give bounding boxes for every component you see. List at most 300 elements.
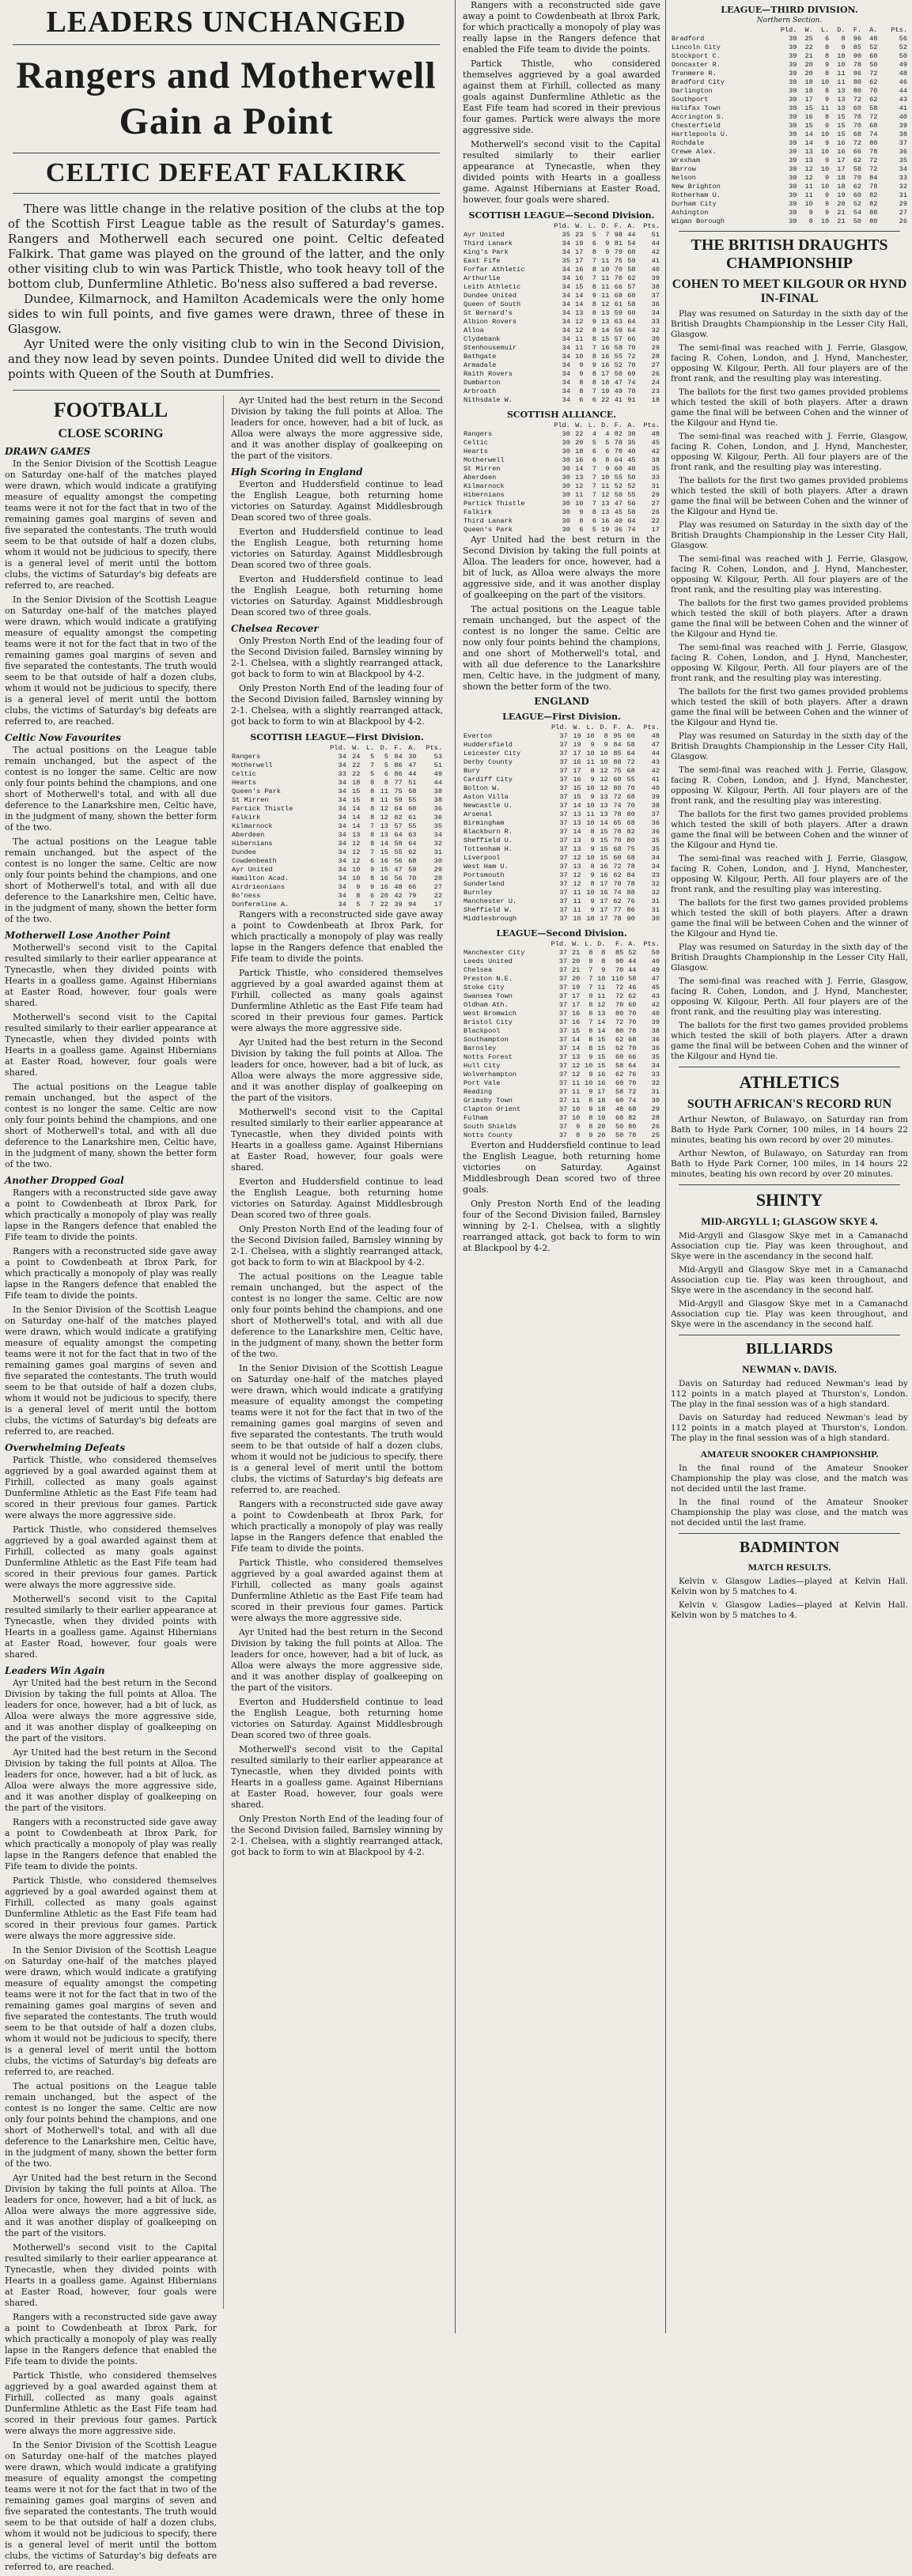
table-cell: 60 [408, 805, 417, 813]
team-name: Queen of South [464, 300, 521, 308]
table-cell: 10 [820, 78, 830, 86]
table-row [463, 1071, 660, 1079]
table-cell: 10 [804, 200, 813, 208]
table-cell: 21 [837, 217, 846, 225]
team-name: Arbroath [464, 387, 497, 395]
table-cell: 74 [613, 802, 622, 810]
table-cell: 70 [614, 274, 623, 282]
column-header: D. [600, 723, 608, 731]
table-cell: 75 [614, 257, 623, 265]
table-row [463, 1001, 660, 1010]
table-cell: 9 [592, 318, 596, 326]
table-cell: 9 [825, 191, 830, 199]
team-name: Bolton W. [464, 784, 501, 792]
table-cell: 8 [808, 217, 813, 225]
article-paragraph: Partick Thistle, who considered themselves aggrieved by a goal awarded against them at Firhill, collected as many goals against Dunfermline Athletic as the East Fife team had scored in their previous four games. Partick were always the more aggressive side. [5, 1875, 217, 1941]
article-paragraph: Ayr United had the best return in the Second Division by taking the full points at Alloa. The leaders for once, however, had a bit of luck, as Alloa were always the more aggressive side, and it was another display of goalkeeping on the part of the visitors. [5, 2173, 217, 2238]
table-cell: 8 [592, 266, 596, 274]
table-cell: 37 [558, 966, 568, 974]
column-header: Pld. [330, 744, 346, 752]
table-cell: 5 [605, 439, 610, 447]
article-paragraph: Ayr United had the best return in the Second Division by taking the full points at Alloa. The leaders for once, however, had a bit of luck, as Alloa were always the more aggressive side, and it was another display of goalkeeping on the part of the visitors. [5, 1678, 217, 1743]
table-cell: 5 [370, 753, 375, 761]
table-cell: 6 [592, 240, 596, 247]
table-cell: 13 [575, 474, 584, 482]
table-cell: 37 [558, 949, 568, 957]
headline-main: LEADERS UNCHANGED [46, 6, 407, 39]
table-cell: 13 [575, 309, 584, 317]
table-cell: 42 [394, 892, 403, 900]
table-cell: 16 [600, 871, 608, 879]
table-cell: 34 [338, 892, 346, 900]
table-row [231, 857, 443, 866]
table-cell: 70 [628, 1079, 637, 1087]
table-row [671, 70, 908, 78]
article-paragraph: In the final round of the Amateur Snooker Championship the play was close, and the match was not decided until the last frame. [671, 1464, 908, 1494]
table-cell: 19 [601, 526, 610, 534]
athletics-subtitle: SOUTH AFRICAN'S RECORD RUN [687, 1097, 892, 1111]
table-cell: 37 [559, 837, 568, 844]
table-cell: 39 [789, 70, 797, 77]
table-cell: 46 [899, 78, 907, 86]
headline-sub: Rangers and Motherwell Gain a Point [16, 55, 437, 142]
table-cell: 8 [601, 949, 606, 957]
table-cell: 14 [597, 1018, 606, 1026]
table-cell: 16 [600, 863, 608, 871]
table-row [463, 500, 660, 508]
badminton-subtitle: MATCH RESULTS. [747, 1562, 831, 1573]
table-cell: 50 [899, 52, 907, 60]
column-header: A. [627, 421, 636, 429]
column-header [671, 26, 768, 35]
table-row [231, 831, 443, 840]
table-cell: 19 [597, 1114, 606, 1122]
team-name: East Fife [464, 257, 501, 265]
team-name: Manchester U. [464, 897, 517, 905]
table-cell: 5 [384, 753, 388, 761]
table-cell: 78 [614, 439, 623, 447]
table-cell: 26 [651, 1123, 660, 1131]
table-cell: 60 [627, 292, 636, 300]
table-cell: 60 [627, 248, 636, 256]
table-cell: 55 [626, 776, 635, 784]
table-cell: 58 [853, 165, 862, 173]
table-cell: 39 [789, 217, 797, 225]
table-cell: 37 [558, 975, 568, 983]
team-name: Nithsdale W. [464, 396, 513, 404]
article-paragraph: Play was resumed on Saturday in the sixth day of the British Draughts Championship in the Lesser City Hall, Glasgow. [671, 731, 908, 761]
table-cell: 68 [853, 130, 862, 138]
table-cell: 35 [651, 845, 660, 853]
table-cell: 39 [789, 165, 797, 173]
table-cell: 13 [600, 810, 608, 818]
table-cell: 37 [558, 984, 568, 991]
table-cell: 7 [605, 231, 610, 239]
table-cell: 36 [651, 819, 660, 827]
table-cell: 34 [651, 854, 660, 862]
table-cell: 60 [614, 465, 623, 473]
team-name: Crewe Alex. [672, 148, 717, 156]
table-title: LEAGUE—THIRD DIVISION. [721, 5, 858, 15]
column-header: L. [586, 723, 595, 731]
team-name: Clapton Orient [464, 1105, 521, 1113]
table-cell: 62 [613, 871, 622, 879]
table-cell: 7 [370, 761, 375, 769]
table-cell: 40 [651, 266, 660, 274]
table-cell: 41 [899, 104, 907, 112]
table-cell: 37 [559, 863, 568, 871]
table-cell: 20 [571, 958, 581, 965]
table-cell: 70 [628, 1044, 637, 1052]
table-cell: 8 [370, 796, 375, 804]
table-cell: 35 [562, 231, 570, 239]
table-cell: 17 [837, 157, 846, 164]
table-cell: 63 [408, 831, 417, 839]
table-cell: 70 [613, 880, 622, 888]
table-cell: 31 [651, 906, 660, 914]
table-cell: 49 [433, 770, 442, 778]
table-cell: 10 [820, 148, 830, 156]
team-name: Wolverhampton [464, 1071, 517, 1078]
table-cell: 33 [651, 871, 660, 879]
column-header: A. [628, 940, 637, 948]
table-cell: 11 [573, 906, 581, 914]
table-cell: 8 [370, 874, 375, 882]
table-cell: 34 [562, 248, 570, 256]
table-cell: 33 [338, 770, 346, 778]
table-cell: 48 [869, 35, 878, 43]
table-row [463, 845, 660, 854]
table-cell: 72 [613, 793, 622, 801]
table-cell: 32 [651, 880, 660, 888]
column-header: F. [614, 421, 623, 429]
table-cell: 37 [558, 1114, 568, 1122]
table-cell: 30 [408, 753, 417, 761]
table-row [463, 257, 660, 266]
table-cell: 70 [869, 87, 878, 95]
table-cell: 96 [853, 70, 862, 77]
team-name: Motherwell [464, 456, 505, 464]
table-cell: 7 [592, 491, 596, 499]
column-header: D. [837, 26, 846, 34]
table-row [231, 892, 443, 901]
table-cell: 15 [575, 283, 584, 291]
team-name: Reading [464, 1088, 493, 1096]
table-cell: 7 [370, 901, 375, 908]
team-name: Dunfermline A. [232, 901, 289, 908]
column-header: L. [588, 222, 596, 230]
article-paragraph: The semi-final was reached with J. Ferrie, Glasgow, facing R. Cohen, London, and J. Hynd, Manchester, opposing W. Kilgour, Perth. All four players are of the front rank, and the resulting play was interesting. [671, 343, 908, 383]
table-cell: 37 [559, 784, 568, 792]
table-cell: 81 [614, 240, 623, 247]
table-cell: 64 [408, 840, 417, 848]
table-cell: 76 [628, 1071, 637, 1078]
table-cell: 22 [352, 770, 361, 778]
table-cell: 9 [590, 793, 595, 801]
table-row [463, 793, 660, 802]
team-name: Preston N.E. [464, 975, 513, 983]
table-cell: 20 [804, 70, 813, 77]
article-paragraph: Only Preston North End of the leading four of the Second Division failed, Barnsley winning by 2-1. Chelsea, with a slightly rearranged attack, got back to form to win at Blackpool by 4-2. [231, 683, 443, 727]
table-cell: 22 [804, 43, 813, 51]
article-paragraph: Partick Thistle, who considered themselves aggrieved by a goal awarded against them at Firhill, collected as many goals against Dunfermline Athletic as the East Fife team had scored in their previous four games. Partick were always the more aggressive side. [231, 968, 443, 1033]
table-row [231, 761, 443, 770]
table-cell: 16 [837, 139, 846, 147]
team-name: Aberdeen [464, 474, 497, 482]
table-cell: 18 [601, 379, 610, 387]
table-cell: 57 [614, 335, 623, 343]
table-cell: 7 [592, 344, 596, 352]
snooker-title: AMATEUR SNOOKER CHAMPIONSHIP. [700, 1449, 879, 1460]
table-cell: 6 [370, 857, 375, 865]
table-cell: 10 [820, 183, 830, 191]
football-title: FOOTBALL [53, 398, 168, 421]
table-cell: 50 [853, 217, 862, 225]
table-cell: 9 [579, 508, 584, 516]
table-cell: 19 [601, 387, 610, 395]
shinty-subtitle: MID-ARGYLL 1; GLASGOW SKYE 4. [701, 1215, 878, 1227]
table-cell: 10 [586, 732, 595, 740]
table-cell: 30 [562, 430, 570, 438]
table-row [671, 96, 908, 104]
table-cell: 94 [408, 901, 417, 908]
team-name: Portsmouth [464, 871, 505, 879]
table-cell: 80 [628, 1123, 637, 1131]
table-cell: 8 [588, 1114, 593, 1122]
table-cell: 30 [562, 448, 570, 455]
table-cell: 80 [613, 784, 622, 792]
table-cell: 34 [562, 283, 570, 291]
table-cell: 7 [588, 984, 593, 991]
table-row [463, 379, 660, 387]
table-cell: 26 [651, 370, 660, 378]
table-cell: 78 [613, 828, 622, 836]
table-cell: 72 [627, 353, 636, 361]
table-cell: 70 [628, 1018, 637, 1026]
table-cell: 21 [571, 949, 581, 957]
article-paragraph: Only Preston North End of the leading four of the Second Division failed, Barnsley winning by 2-1. Chelsea, with a slightly rearranged attack, got back to form to win at Blackpool by 4-2. [231, 1224, 443, 1267]
article-paragraph: Play was resumed on Saturday in the sixth day of the British Draughts Championship in the Lesser City Hall, Glasgow. [671, 942, 908, 973]
table-cell: 90 [626, 915, 635, 923]
team-name: Hull City [464, 1062, 501, 1070]
article-paragraph: Mid-Argyll and Glasgow Skye met in a Camanachd Association cup tie. Play was keen throughout, and Skye were in the ascendancy in the second half. [671, 1231, 908, 1261]
team-name: King's Park [464, 248, 509, 256]
table-cell: 39 [789, 148, 797, 156]
table-cell: 70 [626, 802, 635, 810]
table-cell: 32 [651, 889, 660, 897]
table-row [463, 283, 660, 292]
table-cell: 15 [601, 335, 610, 343]
table-row [231, 874, 443, 883]
team-name: Stockport C. [672, 52, 721, 60]
team-name: Aston Villa [464, 793, 509, 801]
table-row [463, 1088, 660, 1097]
table-cell: 41 [651, 257, 660, 265]
table-cell: 62 [869, 78, 878, 86]
table-row [231, 814, 443, 822]
table-row [463, 819, 660, 828]
table-cell: 12 [352, 848, 361, 856]
table-cell: 34 [338, 840, 346, 848]
table-cell: 72 [615, 992, 624, 1000]
table-cell: 75 [626, 845, 635, 853]
table-cell: 34 [338, 901, 346, 908]
table-row [671, 35, 908, 43]
table-cell: 34 [651, 1062, 660, 1070]
table-cell: 51 [433, 761, 442, 769]
table-cell: 10 [837, 61, 846, 69]
table-cell: 37 [558, 1001, 568, 1009]
table-cell: 8 [592, 508, 596, 516]
team-name: Bradford City [672, 78, 725, 86]
table-cell: 16 [600, 889, 608, 897]
table-cell: 62 [615, 1071, 624, 1078]
table-cell: 37 [559, 880, 568, 888]
table-cell: 39 [789, 43, 797, 51]
table-cell: 72 [615, 984, 624, 991]
table-cell: 37 [558, 1062, 568, 1070]
table-row [463, 266, 660, 274]
team-name: Blackpool [464, 1027, 501, 1035]
table-cell: 34 [338, 866, 346, 874]
table-cell: 43 [651, 992, 660, 1000]
team-name: Hamilton Acad. [232, 874, 289, 882]
table-cell: 34 [338, 822, 346, 830]
table-cell: 16 [573, 758, 581, 766]
team-name: Stenhousemuir [464, 344, 517, 352]
table-cell: 12 [575, 327, 584, 334]
table-cell: 66 [614, 283, 623, 291]
table-cell: 68 [628, 1105, 637, 1113]
table-cell: 31 [899, 191, 907, 199]
league-table [463, 222, 660, 405]
table-cell: 45 [651, 984, 660, 991]
table-cell: 9 [590, 776, 595, 784]
table-cell: 34 [562, 327, 570, 334]
subhead: High Scoring in England [231, 466, 363, 478]
table-cell: 78 [613, 810, 622, 818]
table-row [463, 1062, 660, 1071]
table-cell: 11 [820, 104, 830, 112]
table-cell: 62 [394, 814, 403, 822]
table-title: SCOTTISH ALLIANCE. [506, 410, 617, 420]
team-name: St Mirren [464, 465, 501, 473]
table-cell: 58 [869, 104, 878, 112]
table-cell: 13 [571, 1053, 581, 1061]
table-cell: 9 [579, 370, 584, 378]
table-cell: 39 [789, 96, 797, 104]
table-cell: 34 [651, 863, 660, 871]
table-cell: 23 [575, 231, 584, 239]
table-row [463, 1123, 660, 1131]
team-name: Raith Rovers [464, 370, 513, 378]
table-cell: 37 [558, 1010, 568, 1018]
team-name: Southport [672, 96, 709, 104]
table-cell: 31 [651, 1088, 660, 1096]
table-cell: 9 [825, 61, 830, 69]
table-cell: 37 [558, 1044, 568, 1052]
table-cell: 7 [592, 387, 596, 395]
table-cell: 48 [651, 732, 660, 740]
table-cell: 17 [597, 1088, 606, 1096]
table-cell: 37 [559, 750, 568, 757]
table-cell: 11 [571, 1088, 581, 1096]
article-paragraph: Davis on Saturday had reduced Newman's lead by 112 points in a match played at Thurston's, London. The play in the final session was of a high standard. [671, 1379, 908, 1409]
table-cell: 78 [627, 387, 636, 395]
team-name: Queen's Park [464, 526, 513, 534]
table-cell: 34 [338, 753, 346, 761]
table-cell: 62 [853, 157, 862, 164]
table-cell: 16 [380, 883, 388, 891]
table-cell: 40 [627, 448, 636, 455]
football-columns [5, 395, 448, 2572]
table-cell: 80 [615, 1027, 624, 1035]
table-cell: 8 [601, 958, 606, 965]
table-cell: 12 [600, 767, 608, 775]
table-cell: 37 [558, 1018, 568, 1026]
table-cell: 50 [615, 1123, 624, 1131]
table-cell: 66 [853, 148, 862, 156]
article-paragraph: Everton and Huddersfield continue to lead the English League, both returning home victories on Saturday. Against Middlesbrough Dean scored two of three goals. [231, 1177, 443, 1220]
table-cell: 8 [588, 1097, 593, 1105]
article-paragraph: Partick Thistle, who considered themselves aggrieved by a goal awarded against them at Firhill, collected as many goals against Dunfermline Athletic as the East Fife team had scored in their previous four games. Partick were always the more aggressive side. [231, 1558, 443, 1623]
table-cell: 6 [592, 456, 596, 464]
team-name: Sheffield U. [464, 837, 513, 844]
table-cell: 44 [651, 240, 660, 247]
table-cell: 10 [585, 1062, 593, 1070]
table-cell: 13 [573, 810, 581, 818]
table-row [463, 767, 660, 776]
table-cell: 13 [573, 863, 581, 871]
table-cell: 52 [614, 482, 623, 490]
team-name: Hibernians [464, 491, 505, 499]
table-cell: 74 [613, 889, 622, 897]
table-title: SCOTTISH LEAGUE—Second Division. [468, 210, 655, 221]
table-cell: 22 [433, 892, 442, 900]
article-paragraph: In the Senior Division of the Scottish League on Saturday one-half of the matches played were drawn, which would indicate a gratifying measure of equality amongst the competing teams were it not for the fact that in two of the remaining games goal margins of seven and five separated the contestants. The truth would seem to be that outside of half a dozen clubs, whom it would not be judicious to specify, there is a general level of merit until the bottom clubs, the victims of Saturday's big defeats are referred to, are reached. [5, 595, 217, 727]
team-name: Hartlepools U. [672, 130, 729, 138]
table-cell: 39 [789, 139, 797, 147]
table-cell: 39 [789, 209, 797, 217]
table-cell: 37 [559, 828, 568, 836]
table-cell: 41 [614, 396, 623, 404]
table-cell: 37 [559, 732, 568, 740]
column-header: Pld. [551, 940, 568, 948]
table-cell: 84 [626, 871, 635, 879]
article-paragraph: The actual positions on the League table remain unchanged, but the aspect of the contest is no longer the same. Celtic are now only four points behind the champions, and one short of Motherwell's total, and with all due deference to the Lanarkshire men, Celtic have, in the judgment of many, shown the better form of the two. [231, 1271, 443, 1359]
table-cell: 8 [370, 788, 375, 795]
table-cell: 37 [559, 915, 568, 923]
table-cell: 13 [837, 87, 846, 95]
table-cell: 15 [600, 854, 608, 862]
headline-second: CELTIC DEFEAT FALKIRK [45, 158, 407, 187]
article-paragraph: The semi-final was reached with J. Ferrie, Glasgow, facing R. Cohen, London, and J. Hynd, Manchester, opposing W. Kilgour, Perth. All four players are of the front rank, and the resulting play was interesting. [671, 976, 908, 1017]
article-paragraph: Mid-Argyll and Glasgow Skye met in a Camanachd Association cup tie. Play was keen throughout, and Skye were in the ascendancy in the second half. [671, 1265, 908, 1295]
team-name: New Brighton [672, 183, 721, 191]
table-cell: 7 [588, 1018, 593, 1026]
table-cell: 20 [597, 1131, 606, 1139]
table-cell: 77 [394, 779, 403, 787]
team-name: Wrexham [672, 157, 701, 164]
team-name: Oldham Ath. [464, 1001, 509, 1009]
table-cell: 68 [626, 819, 635, 827]
table-cell: 9 [588, 1131, 593, 1139]
article-paragraph: Ayr United had the best return in the Second Division by taking the full points at Alloa. The leaders for once, however, had a bit of luck, as Alloa were always the more aggressive side, and it was another display of goalkeeping on the part of the visitors. [463, 534, 660, 600]
table-cell: 15 [597, 1036, 606, 1044]
football-subtitle: CLOSE SCORING [58, 427, 164, 440]
table-cell: 34 [562, 344, 570, 352]
team-name: Kilmarnock [464, 482, 505, 490]
